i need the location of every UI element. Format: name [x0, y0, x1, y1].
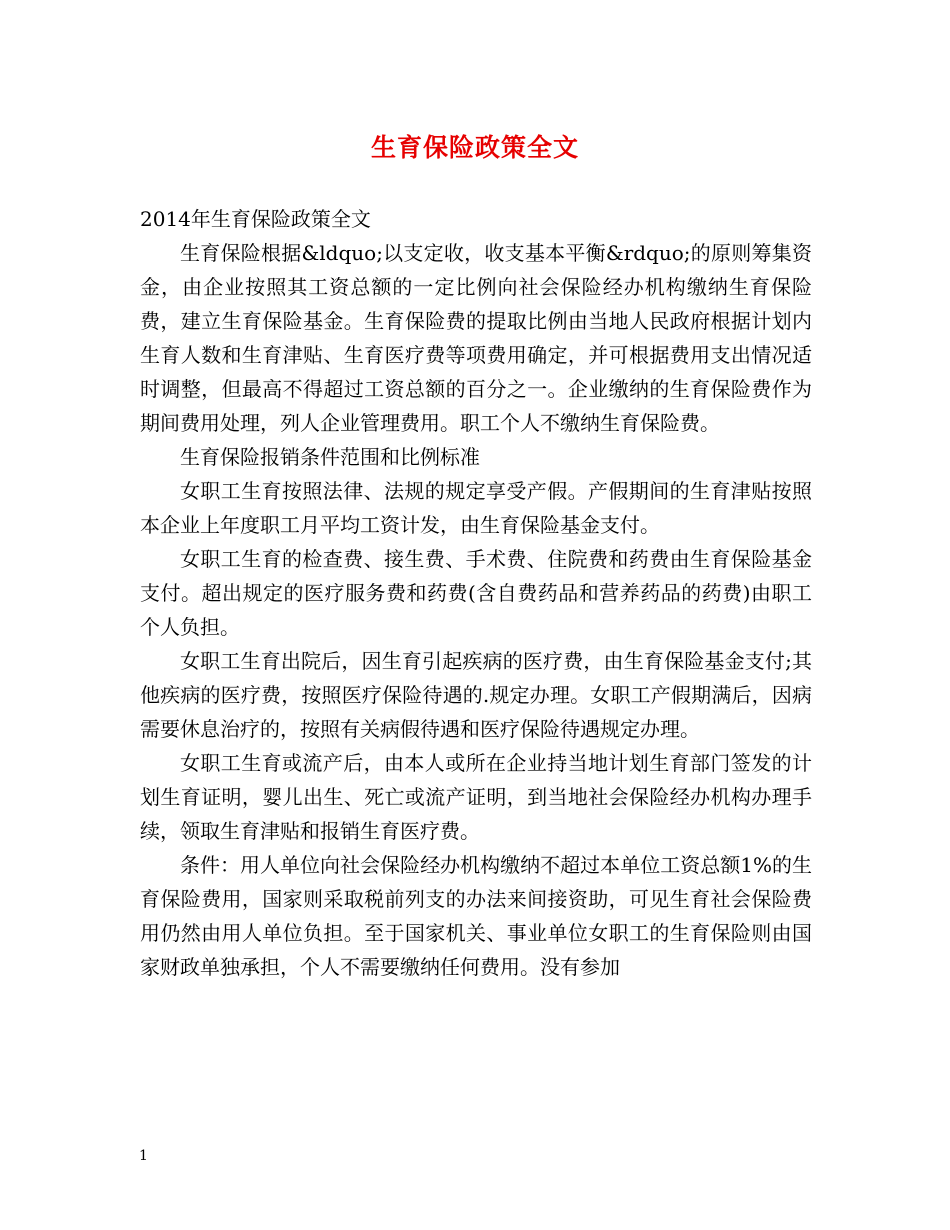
paragraph: 女职工生育的检查费、接生费、手术费、住院费和药费由生育保险基金支付。超出规定的医疗服务费和药费(含自费药品和营养药品的药费)由职工个人负担。	[140, 547, 812, 639]
page-number: 1	[139, 1148, 148, 1164]
paragraph: 女职工生育或流产后，由本人或所在企业持当地计划生育部门签发的计划生育证明，婴儿出生、死亡或流产证明，到当地社会保险经办机构办理手续，领取生育津贴和报销生育医疗费。	[140, 751, 812, 843]
paragraph: 生育保险根据&ldquo;以支定收，收支基本平衡&rdquo;的原则筹集资金，由企业按照其工资总额的一定比例向社会保险经办机构缴纳生育保险费，建立生育保险基金。生育保险费的提取比例由当地人民政府根据计划内生育人数和生育津贴、生育医疗费等项费用确定，并可根据费用支出情况适时调整，但最高不得超过工资总额的百分之一。企业缴纳的生育保险费作为期间费用处理，列人企业管理费用。职工个人不缴纳生育保险费。	[140, 241, 812, 435]
document-body	[140, 202, 812, 984]
document-title: 生育保险政策全文	[370, 133, 579, 162]
document-subtitle: 2014年生育保险政策全文	[140, 207, 371, 231]
section-heading: 生育保险报销条件范围和比例标准	[180, 445, 480, 469]
paragraph: 女职工生育出院后，因生育引起疾病的医疗费，由生育保险基金支付;其他疾病的医疗费，按照医疗保险待遇的.规定办理。女职工产假期满后，因病需要休息治疗的，按照有关病假待遇和医疗保险待遇规定办理。	[140, 649, 812, 741]
paragraph: 女职工生育按照法律、法规的规定享受产假。产假期间的生育津贴按照本企业上年度职工月平均工资计发，由生育保险基金支付。	[140, 479, 812, 537]
paragraph: 条件：用人单位向社会保险经办机构缴纳不超过本单位工资总额1%的生育保险费用，国家则采取税前列支的办法来间接资助，可见生育社会保险费用仍然由用人单位负担。至于国家机关、事业单位女职工的生育保险则由国家财政单独承担，个人不需要缴纳任何费用。没有参加	[140, 853, 812, 979]
